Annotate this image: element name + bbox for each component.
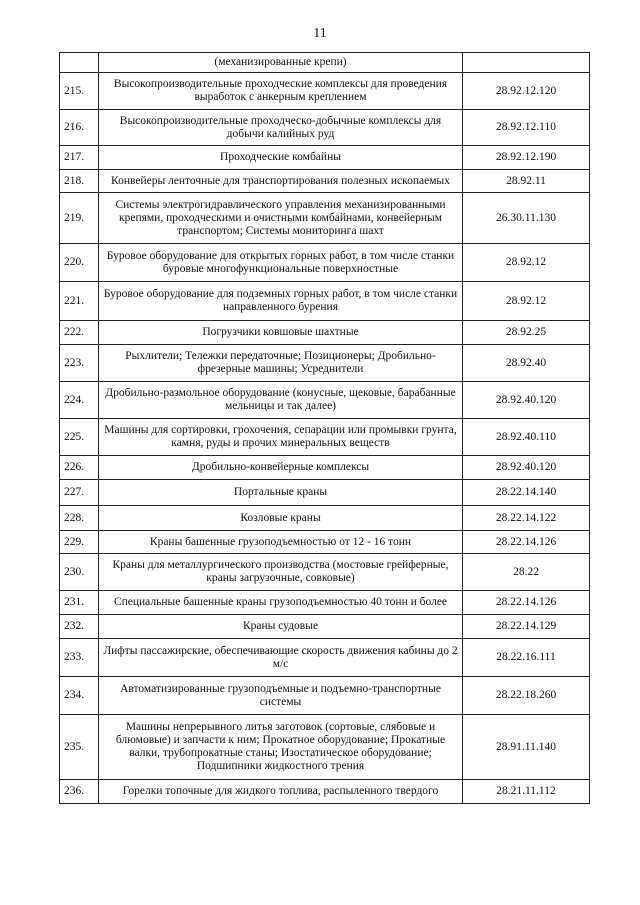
row-number: 220. bbox=[60, 244, 99, 282]
item-name: Буровое оборудование для подземных горных работ, в том числе станки направленного бурения bbox=[99, 282, 463, 321]
table-row bbox=[60, 244, 590, 282]
item-name: Машины для сортировки, грохочения, сепарации или промывки грунта, камня, руды и прочих минеральных веществ bbox=[99, 419, 463, 456]
item-code bbox=[463, 53, 590, 73]
table-row bbox=[60, 321, 590, 345]
item-code: 28.22.14.140 bbox=[463, 480, 590, 506]
item-name: Погрузчики ковшовые шахтные bbox=[99, 321, 463, 345]
row-number: 227. bbox=[60, 480, 99, 506]
table-row bbox=[60, 480, 590, 506]
item-name: Краны для металлургического производства (мостовые грейферные, краны загрузочные, совковые) bbox=[99, 554, 463, 591]
table-row bbox=[60, 677, 590, 715]
item-code: 28.92.40.110 bbox=[463, 419, 590, 456]
item-code: 28.92.12.120 bbox=[463, 73, 590, 110]
item-code: 28.92.12 bbox=[463, 244, 590, 282]
table-row bbox=[60, 639, 590, 677]
table-row bbox=[60, 456, 590, 480]
equipment-table bbox=[59, 52, 590, 804]
row-number: 218. bbox=[60, 170, 99, 193]
item-code: 26.30.11.130 bbox=[463, 193, 590, 244]
item-name: Дробильно-размольное оборудование (конусные, щековые, барабанные мельницы и так далее) bbox=[99, 382, 463, 419]
page-number: 11 bbox=[313, 26, 327, 41]
item-code: 28.92.40.120 bbox=[463, 382, 590, 419]
table-row bbox=[60, 170, 590, 193]
item-code: 28.22.16.111 bbox=[463, 639, 590, 677]
table-row bbox=[60, 345, 590, 382]
item-name: Специальные башенные краны грузоподъемностью 40 тонн и более bbox=[99, 591, 463, 615]
item-name: Проходческие комбайны bbox=[99, 146, 463, 170]
item-name: Машины непрерывного литья заготовок (сортовые, слябовые и блюмовые) и запчасти к ним; Прокатное оборудование; Прокатные валки, трубопрокатные станы; Изостатическое оборудование; Подшипники жидкостного трения bbox=[99, 715, 463, 780]
item-code: 28.92.12 bbox=[463, 282, 590, 321]
table-row bbox=[60, 146, 590, 170]
table-row bbox=[60, 419, 590, 456]
item-name: Системы электрогидравлического управления механизированными крепями, проходческими и очистными комбайнами, конвейерным транспортом; Системы мониторинга шахт bbox=[99, 193, 463, 244]
row-number: 234. bbox=[60, 677, 99, 715]
item-name: Горелки топочные для жидкого топлива, распыленного твердого bbox=[99, 780, 463, 804]
item-code: 28.22.14.126 bbox=[463, 531, 590, 554]
row-number: 226. bbox=[60, 456, 99, 480]
row-number: 221. bbox=[60, 282, 99, 321]
row-number: 217. bbox=[60, 146, 99, 170]
item-name: Высокопроизводительные проходческо-добычные комплексы для добычи калийных руд bbox=[99, 110, 463, 146]
table-row bbox=[60, 282, 590, 321]
row-number: 231. bbox=[60, 591, 99, 615]
table-row bbox=[60, 382, 590, 419]
table-row bbox=[60, 715, 590, 780]
row-number: 215. bbox=[60, 73, 99, 110]
table-row bbox=[60, 591, 590, 615]
row-number: 233. bbox=[60, 639, 99, 677]
item-code: 28.92.25 bbox=[463, 321, 590, 345]
item-code: 28.22 bbox=[463, 554, 590, 591]
item-code: 28.92.40 bbox=[463, 345, 590, 382]
item-name: Краны судовые bbox=[99, 615, 463, 639]
row-number bbox=[60, 53, 99, 73]
row-number: 224. bbox=[60, 382, 99, 419]
item-code: 28.92.11 bbox=[463, 170, 590, 193]
table-row bbox=[60, 615, 590, 639]
row-number: 216. bbox=[60, 110, 99, 146]
item-code: 28.22.14.126 bbox=[463, 591, 590, 615]
table-row bbox=[60, 73, 590, 110]
row-number: 223. bbox=[60, 345, 99, 382]
table-row bbox=[60, 506, 590, 531]
item-code: 28.92.40.120 bbox=[463, 456, 590, 480]
row-number: 222. bbox=[60, 321, 99, 345]
item-name: Автоматизированные грузоподъемные и подъемно-транспортные системы bbox=[99, 677, 463, 715]
item-name: Портальные краны bbox=[99, 480, 463, 506]
row-number: 219. bbox=[60, 193, 99, 244]
row-number: 225. bbox=[60, 419, 99, 456]
item-name: Высокопроизводительные проходческие комплексы для проведения выработок с анкерным креплением bbox=[99, 73, 463, 110]
table-row bbox=[60, 110, 590, 146]
table-row bbox=[60, 193, 590, 244]
row-number: 232. bbox=[60, 615, 99, 639]
item-name: Дробильно-конвейерные комплексы bbox=[99, 456, 463, 480]
row-number: 230. bbox=[60, 554, 99, 591]
item-code: 28.22.18.260 bbox=[463, 677, 590, 715]
table-row bbox=[60, 531, 590, 554]
row-number: 236. bbox=[60, 780, 99, 804]
item-code: 28.22.14.129 bbox=[463, 615, 590, 639]
item-name: Лифты пассажирские, обеспечивающие скорость движения кабины до 2 м/с bbox=[99, 639, 463, 677]
item-code: 28.21.11.112 bbox=[463, 780, 590, 804]
item-code: 28.22.14.122 bbox=[463, 506, 590, 531]
row-number: 235. bbox=[60, 715, 99, 780]
row-number: 229. bbox=[60, 531, 99, 554]
item-code: 28.91.11.140 bbox=[463, 715, 590, 780]
table-row bbox=[60, 554, 590, 591]
row-number: 228. bbox=[60, 506, 99, 531]
item-name: (механизированные крепи) bbox=[99, 53, 463, 73]
item-code: 28.92.12.190 bbox=[463, 146, 590, 170]
item-name: Козловые краны bbox=[99, 506, 463, 531]
item-name: Конвейеры ленточные для транспортирования полезных ископаемых bbox=[99, 170, 463, 193]
table-row bbox=[60, 780, 590, 804]
item-name: Рыхлители; Тележки передаточные; Позиционеры; Дробильно-фрезерные машины; Усреднители bbox=[99, 345, 463, 382]
table-row bbox=[60, 53, 590, 73]
item-name: Краны башенные грузоподъемностью от 12 - 16 тонн bbox=[99, 531, 463, 554]
item-code: 28.92.12.110 bbox=[463, 110, 590, 146]
item-name: Буровое оборудование для открытых горных работ, в том числе станки буровые многофункциональные поверхностные bbox=[99, 244, 463, 282]
